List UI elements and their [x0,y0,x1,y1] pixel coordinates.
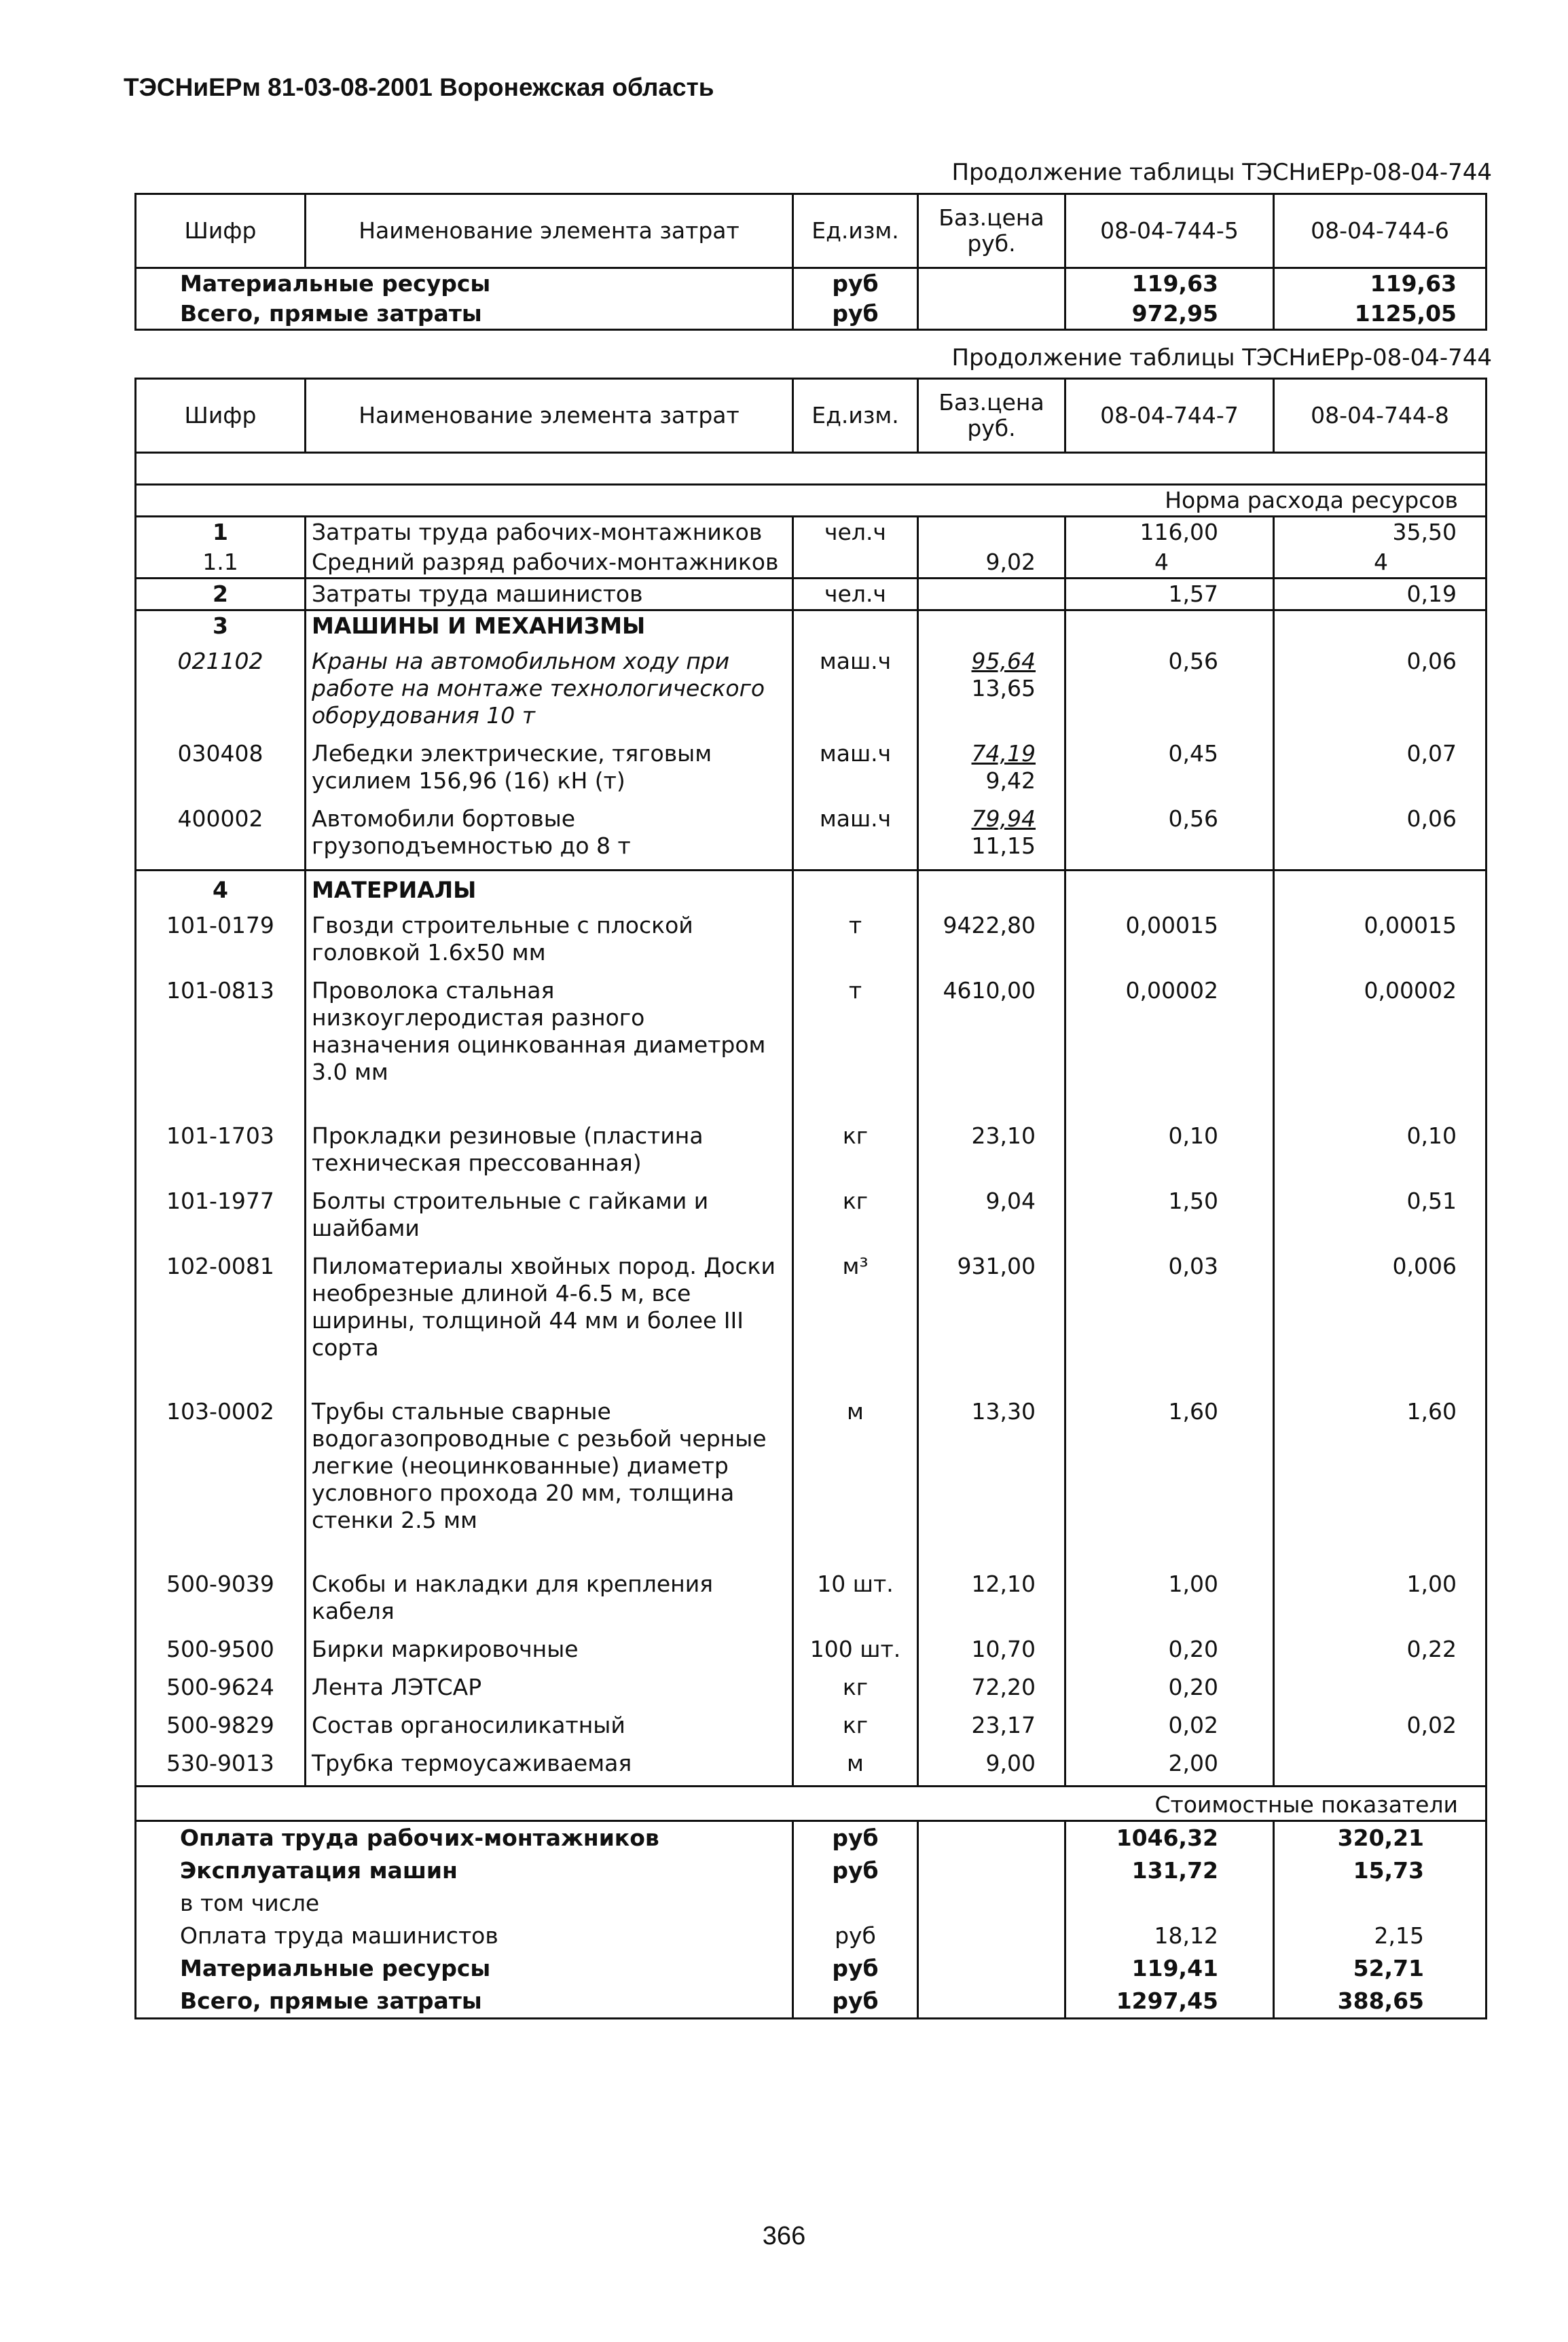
row-v1: 119,63 [1065,268,1274,299]
row-v1: 1,60 [1065,1389,1274,1561]
summary-unit: руб [793,1821,918,1855]
row-name: Трубы стальные сварные водогазопроводные с резьбой черные легкие (неоцинкованные) диаметр условного прохода 20 мм, толщина стенки 2.5 мм [306,1389,793,1561]
row-code: 500-9829 [136,1702,306,1740]
row-unit: маш.ч [793,641,918,731]
row-unit: кг [793,1113,918,1178]
row-v1: 1,50 [1065,1178,1274,1243]
row-price [918,796,1065,871]
summary-v1: 18,12 [1065,1920,1274,1952]
row-price: 9,02 [918,547,1065,579]
row-unit: т [793,968,918,1113]
table-row [136,641,1487,731]
row-v2: 0,06 [1406,648,1457,674]
table-row [136,1113,1487,1178]
table-row [136,1740,1487,1787]
row-v2: 0,00002 [1364,977,1457,1004]
row-v1: 2,00 [1065,1740,1274,1787]
summary-v1 [1065,1887,1274,1920]
summary-row [136,1952,1487,1985]
row-name: Всего, прямые затраты [136,299,793,330]
row-price: 4610,00 [918,968,1065,1113]
col-name-header: Наименование элемента затрат [306,379,793,453]
cost-label-row [136,1787,1487,1821]
row-v1: 0,00002 [1065,968,1274,1113]
row-code: 030408 [136,731,306,796]
summary-row [136,1854,1487,1887]
row-price: 9422,80 [918,905,1065,968]
row-unit: кг [793,1664,918,1702]
row-v1: 1,00 [1065,1561,1274,1626]
row-v2 [1274,1664,1487,1702]
summary-unit [793,1887,918,1920]
summary-name: Эксплуатация машин [136,1854,793,1887]
row-price [918,268,1065,299]
col-price-header: Баз.цена руб. [918,194,1065,268]
section-code: 3 [136,610,306,642]
row-price [918,579,1065,610]
row-name: Средний разряд рабочих-монтажников [306,547,793,579]
row-unit: руб [793,299,918,330]
row-v1: 116,00 [1065,517,1274,548]
row-v2: 119,63 [1370,270,1457,297]
table-row [136,968,1487,1113]
table-row [136,1243,1487,1389]
row-v2: 0,06 [1406,805,1457,832]
row-unit: т [793,905,918,968]
row-v2 [1274,1740,1487,1787]
table-row [136,1664,1487,1702]
row-name: Лебедки электрические, тяговым усилием 156,96 (16) кН (т) [306,731,793,796]
row-unit: чел.ч [793,517,918,548]
row-v1: 0,00015 [1065,905,1274,968]
row-name: Краны на автомобильном ходу при работе на монтаже технологического оборудования 10 т [306,641,793,731]
row-name: Затраты труда машинистов [306,579,793,610]
summary-unit: руб [793,1952,918,1985]
row-price: 72,20 [918,1664,1065,1702]
row-name: Болты строительные с гайками и шайбами [306,1178,793,1243]
summary-unit: руб [793,1854,918,1887]
summary-v2 [1274,1887,1487,1920]
row-v2: 0,006 [1392,1253,1457,1279]
row-v1: 0,45 [1065,731,1274,796]
section-code: 4 [136,871,306,906]
table1 [134,193,1487,331]
row-unit: кг [793,1702,918,1740]
row-v1: 4 [1065,547,1274,579]
col-1-header: 08-04-744-7 [1065,379,1274,453]
row-v1: 0,02 [1065,1702,1274,1740]
row-name: Скобы и накладки для крепления кабеля [306,1561,793,1626]
table1-continuation: Продолжение таблицы ТЭСНиЕРр-08-04-744 [951,159,1492,186]
row-unit: м³ [793,1243,918,1389]
row-name: Проволока стальная низкоуглеродистая разного назначения оцинкованная диаметром 3.0 мм [306,968,793,1113]
table2-header-row [136,379,1487,453]
row-unit: 100 шт. [793,1626,918,1664]
row-price [918,517,1065,548]
row-v1: 1,57 [1065,579,1274,610]
row-price: 23,10 [918,1113,1065,1178]
summary-v1: 131,72 [1065,1854,1274,1887]
col-name-header: Наименование элемента затрат [306,194,793,268]
row-v2: 1,60 [1406,1398,1457,1425]
table-row [136,517,1487,548]
row-unit: кг [793,1178,918,1243]
table2-continuation: Продолжение таблицы ТЭСНиЕРр-08-04-744 [951,344,1492,371]
col-2-header: 08-04-744-8 [1274,379,1487,453]
summary-name: Всего, прямые затраты [136,1985,793,2019]
row-v2: 1,00 [1406,1571,1457,1597]
row-name: Материальные ресурсы [136,268,793,299]
row-code: 101-1703 [136,1113,306,1178]
row-code: 500-9039 [136,1561,306,1626]
table-row [136,1178,1487,1243]
row-code: 1 [136,517,306,548]
row-v2: 0,07 [1406,740,1457,767]
summary-name: в том числе [136,1887,793,1920]
row-v1: 0,03 [1065,1243,1274,1389]
table-row [136,299,1487,330]
row-v2: 0,51 [1406,1188,1457,1214]
row-unit: маш.ч [793,796,918,871]
row-code: 530-9013 [136,1740,306,1787]
table-row [136,1389,1487,1561]
row-price: 10,70 [918,1626,1065,1664]
col-1-header: 08-04-744-5 [1065,194,1274,268]
col-unit-header: Ед.изм. [793,379,918,453]
col-code-header: Шифр [136,194,306,268]
summary-row [136,1985,1487,2019]
spacer-row [136,453,1487,485]
price-total: 79,94 [971,805,1036,832]
summary-unit: руб [793,1985,918,2019]
row-price [918,641,1065,731]
row-price: 931,00 [918,1243,1065,1389]
summary-name: Оплата труда машинистов [136,1920,793,1952]
table-row [136,1626,1487,1664]
summary-unit: руб [793,1920,918,1952]
row-v2: 0,19 [1406,581,1457,607]
summary-v2: 2,15 [1374,1922,1424,1949]
row-v1: 0,20 [1065,1664,1274,1702]
row-unit: 10 шт. [793,1561,918,1626]
row-name: Бирки маркировочные [306,1626,793,1664]
row-name: Пиломатериалы хвойных пород. Доски необрезные длиной 4-6.5 м, все ширины, толщиной 44 мм и более III сорта [306,1243,793,1389]
row-price: 9,04 [918,1178,1065,1243]
row-name: Прокладки резиновые (пластина техническая прессованная) [306,1113,793,1178]
table-row [136,579,1487,610]
table-row [136,1702,1487,1740]
summary-name: Оплата труда рабочих-монтажников [136,1821,793,1855]
row-v1: 0,20 [1065,1626,1274,1664]
row-price: 12,10 [918,1561,1065,1626]
row-price: 13,30 [918,1389,1065,1561]
row-v1: 0,56 [1065,796,1274,871]
table-row [136,1561,1487,1626]
row-price [918,731,1065,796]
row-v2: 0,10 [1406,1122,1457,1149]
page-number: 366 [762,2222,806,2250]
summary-v2: 52,71 [1353,1955,1424,1981]
row-code: 500-9624 [136,1664,306,1702]
row-code: 101-0179 [136,905,306,968]
table1-header-row [136,194,1487,268]
section-title: МАШИНЫ И МЕХАНИЗМЫ [306,610,793,642]
summary-v2: 15,73 [1353,1857,1424,1884]
summary-v2: 388,65 [1337,1988,1424,2014]
row-v2: 0,22 [1406,1636,1457,1662]
norm-label-row [136,485,1487,517]
row-code: 2 [136,579,306,610]
row-code: 103-0002 [136,1389,306,1561]
row-price: 9,00 [918,1740,1065,1787]
cost-label: Стоимостные показатели [136,1787,1487,1821]
price-labor: 13,65 [971,675,1036,701]
table-row [136,268,1487,299]
row-v2: 1125,05 [1354,300,1457,327]
row-code: 101-0813 [136,968,306,1113]
row-name: Автомобили бортовые грузоподъемностью до 8 т [306,796,793,871]
table-row [136,796,1487,871]
section-row-machines [136,610,1487,642]
summary-row [136,1821,1487,1855]
row-name: Затраты труда рабочих-монтажников [306,517,793,548]
summary-v1: 1046,32 [1065,1821,1274,1855]
row-code: 400002 [136,796,306,871]
price-total: 74,19 [971,740,1036,767]
row-unit: руб [793,268,918,299]
summary-v1: 119,41 [1065,1952,1274,1985]
row-code: 101-1977 [136,1178,306,1243]
row-name: Гвозди строительные с плоской головкой 1.6x50 мм [306,905,793,968]
row-code: 500-9500 [136,1626,306,1664]
document-header: ТЭСНиЕРм 81-03-08-2001 Воронежская область [124,73,714,101]
summary-row [136,1887,1487,1920]
row-unit: маш.ч [793,731,918,796]
row-v2: 0,00015 [1364,912,1457,938]
col-price-header: Баз.цена руб. [918,379,1065,453]
summary-v2: 320,21 [1337,1825,1424,1851]
row-price: 23,17 [918,1702,1065,1740]
price-labor: 9,42 [985,767,1036,794]
row-v2: 35,50 [1392,519,1457,545]
row-code: 102-0081 [136,1243,306,1389]
table-row [136,905,1487,968]
row-code: 1.1 [136,547,306,579]
row-unit [793,547,918,579]
table-row [136,731,1487,796]
summary-name: Материальные ресурсы [136,1952,793,1985]
section-row-materials [136,871,1487,906]
row-unit: м [793,1740,918,1787]
row-unit: м [793,1389,918,1561]
price-total: 95,64 [971,648,1036,674]
row-v1: 0,56 [1065,641,1274,731]
row-name: Состав органосиликатный [306,1702,793,1740]
table-row [136,547,1487,579]
row-price [918,299,1065,330]
row-name: Трубка термоусаживаемая [306,1740,793,1787]
norm-label: Норма расхода ресурсов [136,485,1487,517]
summary-row [136,1920,1487,1952]
table2 [134,378,1487,2019]
row-unit: чел.ч [793,579,918,610]
row-v1: 0,10 [1065,1113,1274,1178]
summary-v1: 1297,45 [1065,1985,1274,2019]
row-code: 021102 [136,641,306,731]
price-labor: 11,15 [971,832,1036,859]
row-name: Лента ЛЭТСАР [306,1664,793,1702]
section-title: МАТЕРИАЛЫ [306,871,793,906]
row-v1: 972,95 [1065,299,1274,330]
col-2-header: 08-04-744-6 [1274,194,1487,268]
row-v2: 0,02 [1406,1712,1457,1738]
col-code-header: Шифр [136,379,306,453]
col-unit-header: Ед.изм. [793,194,918,268]
row-v2: 4 [1374,549,1388,575]
